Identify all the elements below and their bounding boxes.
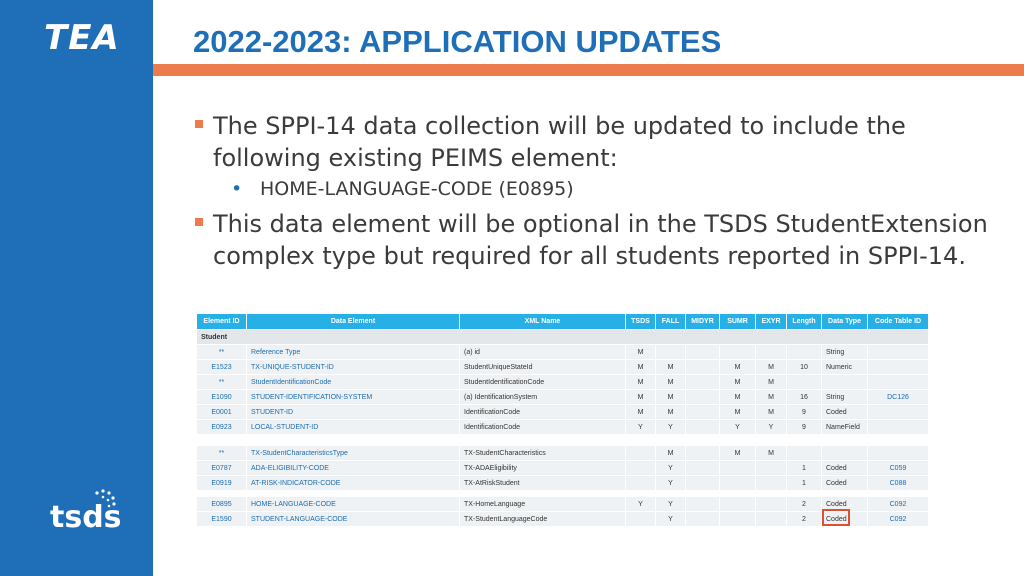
table-cell: STUDENT-LANGUAGE-CODE [247, 512, 460, 527]
table-cell: M [720, 390, 756, 405]
table-cell: E1523 [197, 360, 247, 375]
table-cell: M [656, 446, 686, 461]
tea-logo: TEA [44, 18, 120, 58]
table-cell [787, 375, 822, 390]
table-cell: C092 [868, 497, 929, 512]
table-cell: Y [720, 420, 756, 435]
table-cell: E0787 [197, 461, 247, 476]
table-cell [822, 375, 868, 390]
table-cell [626, 446, 656, 461]
table-cell [868, 360, 929, 375]
table-cell: M [756, 390, 787, 405]
table-cell [756, 461, 787, 476]
table-cell: Y [626, 497, 656, 512]
table-cell: M [756, 375, 787, 390]
table-cell: ADA-ELIGIBILITY-CODE [247, 461, 460, 476]
table-cell [686, 446, 720, 461]
table-row [197, 360, 929, 375]
table-cell [756, 497, 787, 512]
table-cell: 1 [787, 461, 822, 476]
table-cell: M [756, 446, 787, 461]
column-header: XML Name [460, 314, 626, 330]
table-cell: Numeric [822, 360, 868, 375]
table-cell: E1590 [197, 512, 247, 527]
table-row [197, 512, 929, 527]
table-cell [686, 360, 720, 375]
table-cell: StudentIdentificationCode [247, 375, 460, 390]
column-header: EXYR [756, 314, 787, 330]
table-cell: 16 [787, 390, 822, 405]
table-cell: 9 [787, 420, 822, 435]
table-cell [686, 375, 720, 390]
table-cell: E1090 [197, 390, 247, 405]
table-cell [686, 390, 720, 405]
table-row [197, 497, 929, 512]
table-cell: M [626, 405, 656, 420]
table-cell: IdentificationCode [460, 405, 626, 420]
table-cell [686, 476, 720, 491]
table-group-row [197, 330, 929, 345]
table-cell [656, 345, 686, 360]
sub-bullet-text: HOME-LANGUAGE-CODE (E0895) [260, 178, 574, 200]
column-header: TSDS [626, 314, 656, 330]
table-cell: M [656, 360, 686, 375]
table-row [197, 420, 929, 435]
table-cell: 2 [787, 497, 822, 512]
column-header: SUMR [720, 314, 756, 330]
tsds-logo: tsds [50, 500, 122, 535]
bullet-text: The SPPI-14 data collection will be updated to include the following existing PEIMS element: [213, 112, 906, 172]
table-cell [868, 375, 929, 390]
table-cell: (a) id [460, 345, 626, 360]
table-cell [720, 476, 756, 491]
table-cell: ** [197, 345, 247, 360]
table-cell [626, 512, 656, 527]
table-cell: StudentUniqueStateId [460, 360, 626, 375]
table-cell: C088 [868, 476, 929, 491]
table-cell: ** [197, 375, 247, 390]
table-cell: (a) IdentificationSystem [460, 390, 626, 405]
table-cell: STUDENT-ID [247, 405, 460, 420]
element-table [196, 313, 929, 527]
table-cell: M [756, 360, 787, 375]
table-cell: IdentificationCode [460, 420, 626, 435]
table-cell [868, 420, 929, 435]
table-cell: M [720, 375, 756, 390]
table-row [197, 405, 929, 420]
table-cell [720, 461, 756, 476]
sidebar [0, 0, 153, 576]
element-table-image [196, 313, 928, 527]
table-cell [686, 345, 720, 360]
table-cell: M [756, 405, 787, 420]
table-cell: 9 [787, 405, 822, 420]
table-cell: TX-AtRiskStudent [460, 476, 626, 491]
table-row [197, 345, 929, 360]
table-cell: E0919 [197, 476, 247, 491]
column-header: Data Type [822, 314, 868, 330]
sub-bullet-item [193, 174, 993, 204]
table-cell [822, 446, 868, 461]
bullet-item [193, 110, 993, 174]
table-header-row [197, 314, 929, 330]
table-cell: NameField [822, 420, 868, 435]
table-cell: TX-HomeLanguage [460, 497, 626, 512]
table-cell: C059 [868, 461, 929, 476]
table-cell [626, 461, 656, 476]
table-cell: TX-ADAEligibility [460, 461, 626, 476]
table-cell [787, 446, 822, 461]
table-cell [626, 476, 656, 491]
table-cell: TX-UNIQUE-STUDENT-ID [247, 360, 460, 375]
table-cell [756, 345, 787, 360]
bullet-text: This data element will be optional in the TSDS StudentExtension complex type but required for all students reported in SPPI-14. [213, 210, 988, 270]
table-row [197, 446, 929, 461]
table-cell: M [720, 360, 756, 375]
table-cell [686, 420, 720, 435]
group-label: Student [197, 330, 929, 345]
table-cell: Y [656, 420, 686, 435]
table-cell: M [720, 405, 756, 420]
table-cell: E0923 [197, 420, 247, 435]
bullet-square-icon [195, 120, 203, 128]
table-cell: E0895 [197, 497, 247, 512]
table-cell: HOME-LANGUAGE-CODE [247, 497, 460, 512]
table-cell: Y [656, 461, 686, 476]
table-cell: String [822, 390, 868, 405]
table-cell [720, 497, 756, 512]
slide-title: 2022-2023: APPLICATION UPDATES [193, 24, 722, 59]
table-cell: C092 [868, 512, 929, 527]
table-cell: TX-StudentLanguageCode [460, 512, 626, 527]
table-cell [756, 476, 787, 491]
column-header: FALL [656, 314, 686, 330]
bullet-item [193, 208, 993, 272]
table-cell: Coded [822, 476, 868, 491]
table-cell: 1 [787, 476, 822, 491]
table-cell: Coded [822, 497, 868, 512]
table-cell: DC126 [868, 390, 929, 405]
bullet-dot-icon: • [231, 178, 243, 200]
bullet-square-icon [195, 218, 203, 226]
table-cell: Coded [822, 405, 868, 420]
table-cell: M [656, 375, 686, 390]
slide-content [193, 110, 993, 272]
table-cell: M [656, 405, 686, 420]
table-cell [868, 446, 929, 461]
table-cell: TX-StudentCharacteristicsType [247, 446, 460, 461]
table-cell: 2 [787, 512, 822, 527]
table-cell [756, 512, 787, 527]
table-cell: Reference Type [247, 345, 460, 360]
column-header: Element ID [197, 314, 247, 330]
table-cell [686, 461, 720, 476]
table-row [197, 476, 929, 491]
table-cell [686, 405, 720, 420]
table-cell: STUDENT-IDENTIFICATION-SYSTEM [247, 390, 460, 405]
header-accent-bar [0, 64, 1024, 76]
table-cell: M [720, 446, 756, 461]
table-cell: Y [626, 420, 656, 435]
table-cell: String [822, 345, 868, 360]
table-cell: E0001 [197, 405, 247, 420]
table-row [197, 375, 929, 390]
table-cell [868, 405, 929, 420]
column-header: Length [787, 314, 822, 330]
table-cell: Coded [822, 512, 868, 527]
table-cell: M [626, 360, 656, 375]
table-cell: StudentIdentificationCode [460, 375, 626, 390]
table-row [197, 461, 929, 476]
column-header: Code Table ID [868, 314, 929, 330]
table-cell [787, 345, 822, 360]
table-cell: M [626, 390, 656, 405]
table-cell: Y [756, 420, 787, 435]
table-cell: AT-RISK-INDICATOR-CODE [247, 476, 460, 491]
table-cell [720, 345, 756, 360]
table-cell: 10 [787, 360, 822, 375]
table-cell [686, 497, 720, 512]
table-cell: ** [197, 446, 247, 461]
highlight-box [822, 509, 850, 526]
table-cell: Y [656, 476, 686, 491]
column-header: MIDYR [686, 314, 720, 330]
table-cell [868, 345, 929, 360]
table-cell: M [626, 375, 656, 390]
column-header: Data Element [247, 314, 460, 330]
table-cell: TX-StudentCharacteristics [460, 446, 626, 461]
table-cell [720, 512, 756, 527]
table-cell: Y [656, 497, 686, 512]
table-cell: M [626, 345, 656, 360]
table-cell [686, 512, 720, 527]
table-cell: LOCAL-STUDENT-ID [247, 420, 460, 435]
table-cell: Coded [822, 461, 868, 476]
table-cell: M [656, 390, 686, 405]
table-row [197, 390, 929, 405]
table-cell: Y [656, 512, 686, 527]
